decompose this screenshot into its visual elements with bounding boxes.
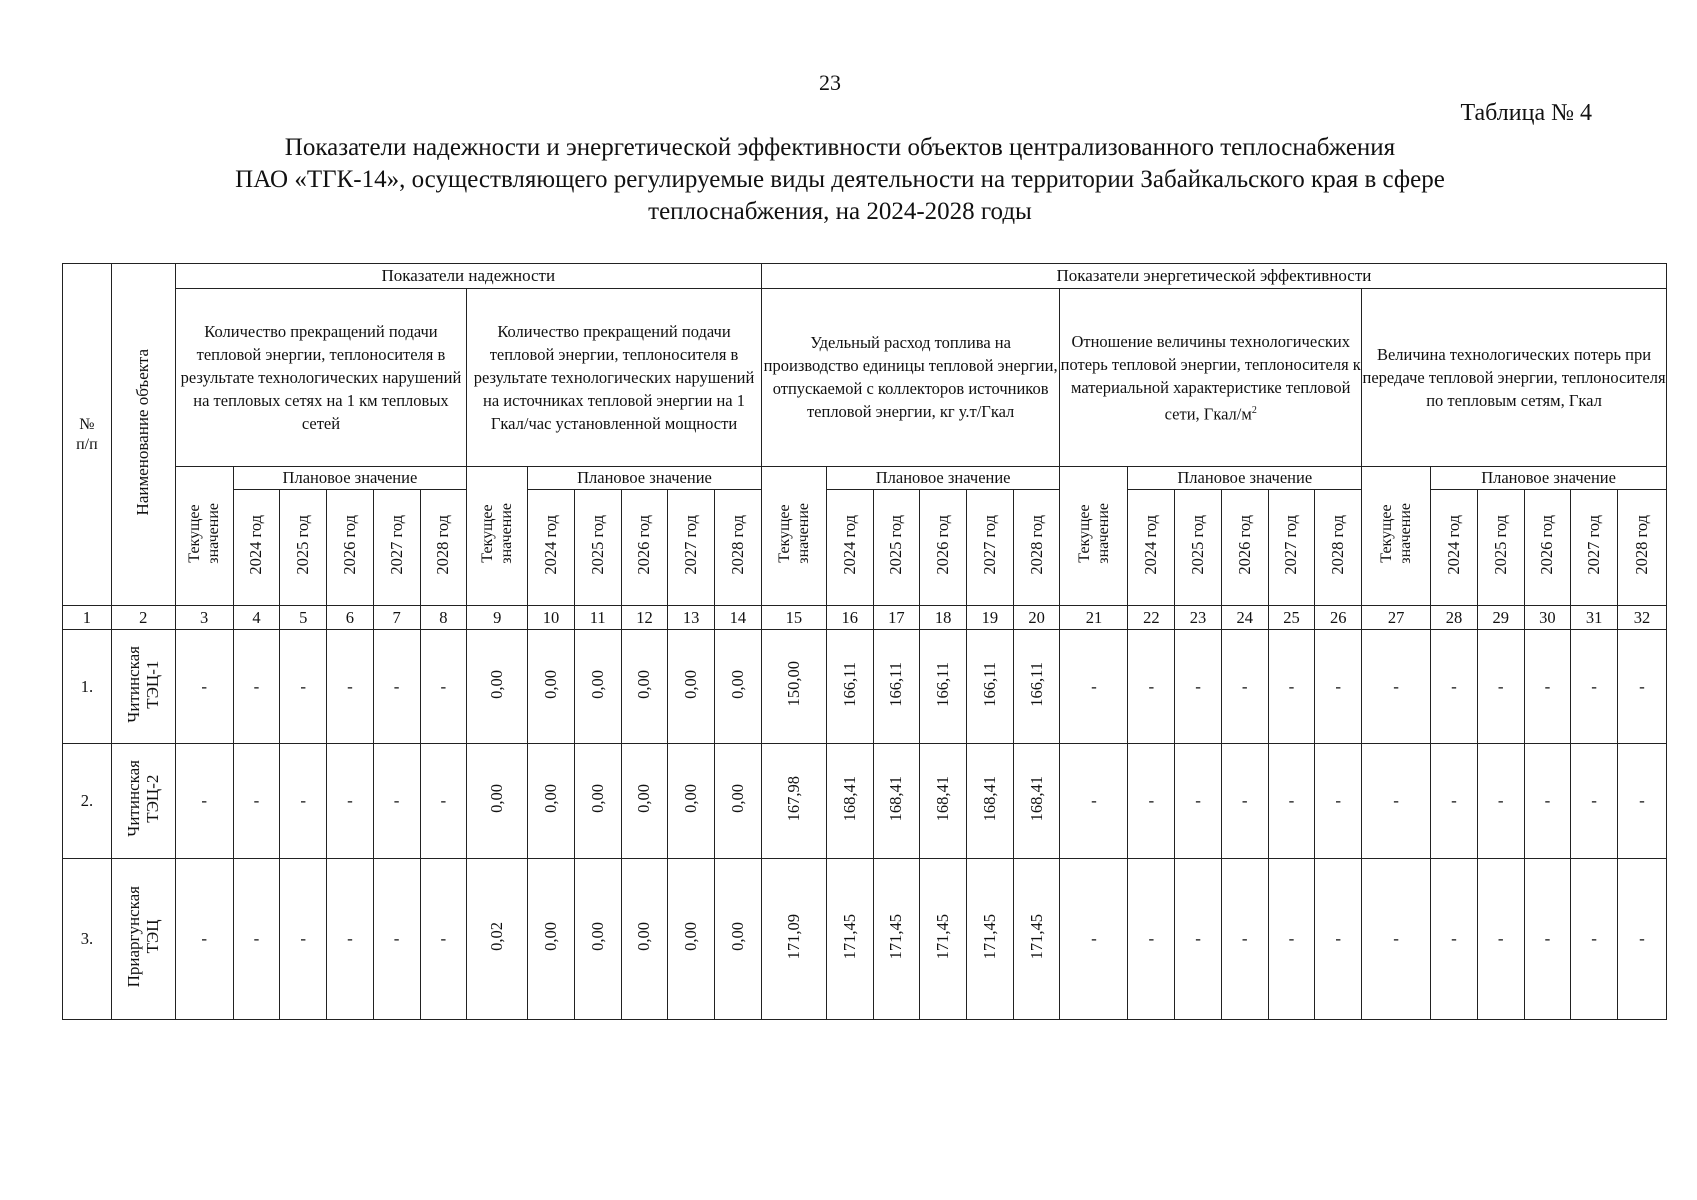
table-cell: 168,41 — [826, 744, 873, 859]
table-cell: - — [420, 858, 467, 1019]
column-number: 8 — [420, 606, 467, 629]
table-cell: - — [327, 629, 374, 744]
header-year: 2027 год — [373, 489, 420, 606]
header-indicator-5: Величина технологических потерь при передаче тепловой энергии, теплоносителя по тепловым сетям, Гкал — [1362, 289, 1667, 466]
header-row-groups — [63, 264, 1667, 289]
table-cell: - — [1128, 744, 1175, 859]
table-cell: - — [1431, 629, 1478, 744]
table-cell: 0,00 — [715, 858, 762, 1019]
column-number: 20 — [1013, 606, 1060, 629]
header-object-name: Наименование объекта — [111, 264, 175, 606]
table-cell: - — [373, 629, 420, 744]
column-number: 13 — [668, 606, 715, 629]
object-name: Читинская ТЭЦ-1 — [111, 629, 175, 744]
header-year: 2025 год — [1175, 489, 1222, 606]
header-current-value: Текущее значение — [175, 466, 233, 606]
column-number: 2 — [111, 606, 175, 629]
header-year: 2025 год — [280, 489, 327, 606]
table-cell: 171,45 — [873, 858, 920, 1019]
table-cell: - — [1524, 858, 1571, 1019]
table-cell: - — [233, 744, 280, 859]
column-number: 30 — [1524, 606, 1571, 629]
table-cell: - — [1315, 629, 1362, 744]
header-planned-value: Плановое значение — [233, 466, 467, 489]
column-number: 12 — [621, 606, 668, 629]
header-planned-value: Плановое значение — [528, 466, 762, 489]
table-cell: - — [1571, 858, 1618, 1019]
table-cell: - — [1175, 744, 1222, 859]
column-number: 25 — [1268, 606, 1315, 629]
column-number: 27 — [1362, 606, 1431, 629]
column-number: 29 — [1477, 606, 1524, 629]
table-cell: - — [1315, 858, 1362, 1019]
column-number: 5 — [280, 606, 327, 629]
table-cell: - — [1268, 629, 1315, 744]
header-year: 2025 год — [574, 489, 621, 606]
table-cell: - — [420, 744, 467, 859]
column-number: 21 — [1060, 606, 1128, 629]
column-number: 9 — [467, 606, 528, 629]
table-cell: 171,45 — [920, 858, 967, 1019]
header-indicator-3: Удельный расход топлива на производство единицы тепловой энергии, отпускаемой с коллекторов источников тепловой энергии, кг у.т/Гкал — [761, 289, 1060, 466]
table-cell: - — [1060, 629, 1128, 744]
header-indicator-1: Количество прекращений подачи тепловой энергии, теплоносителя в результате технологических нарушений на тепловых сетях на 1 км тепловых сетей — [175, 289, 466, 466]
table-cell: - — [1362, 629, 1431, 744]
header-year: 2027 год — [1571, 489, 1618, 606]
table-cell: - — [1431, 744, 1478, 859]
table-cell: - — [1362, 858, 1431, 1019]
header-indicator-2: Количество прекращений подачи тепловой энергии, теплоносителя в результате технологических нарушений на источниках тепловой энергии на 1 Гкал/час установленной мощности — [467, 289, 762, 466]
table-cell: 166,11 — [1013, 629, 1060, 744]
column-number: 24 — [1221, 606, 1268, 629]
table-row — [63, 744, 1667, 859]
header-year: 2025 год — [873, 489, 920, 606]
title-line-3: теплоснабжения, на 2024-2028 годы — [648, 198, 1032, 225]
table-cell: 0,00 — [574, 744, 621, 859]
header-year: 2026 год — [1524, 489, 1571, 606]
header-year: 2027 год — [1268, 489, 1315, 606]
table-row — [63, 858, 1667, 1019]
header-current-value: Текущее значение — [467, 466, 528, 606]
table-cell: 0,00 — [467, 744, 528, 859]
header-planned-value: Плановое значение — [1431, 466, 1667, 489]
table-cell: 0,02 — [467, 858, 528, 1019]
table-cell: 166,11 — [873, 629, 920, 744]
table-cell: - — [175, 629, 233, 744]
table-label: Таблица № 4 — [1460, 100, 1592, 126]
table-cell: 0,00 — [467, 629, 528, 744]
column-number: 15 — [761, 606, 826, 629]
table-cell: 0,00 — [668, 858, 715, 1019]
object-name: Читинская ТЭЦ-2 — [111, 744, 175, 859]
table-cell: 168,41 — [1013, 744, 1060, 859]
column-numbers-row — [63, 606, 1667, 629]
column-number: 7 — [373, 606, 420, 629]
table-cell: - — [1221, 858, 1268, 1019]
row-number: 2. — [63, 744, 112, 859]
header-indicator-4: Отношение величины технологических потерь тепловой энергии, теплоносителя к материальной характеристике тепловой сети, Гкал/$м^2$ — [1060, 289, 1362, 466]
page-number: 23 — [819, 70, 841, 95]
table-cell: 0,00 — [668, 629, 715, 744]
table-cell: - — [1315, 744, 1362, 859]
column-number: 26 — [1315, 606, 1362, 629]
table-row — [63, 629, 1667, 744]
table-cell: - — [1477, 858, 1524, 1019]
table-cell: - — [280, 629, 327, 744]
header-planned-value: Плановое значение — [1128, 466, 1362, 489]
column-number: 10 — [528, 606, 575, 629]
document-title — [110, 132, 1570, 228]
table-cell: 0,00 — [715, 629, 762, 744]
table-cell: - — [1175, 629, 1222, 744]
indicators-table — [62, 263, 1667, 1020]
title-line-2: ПАО «ТГК-14», осуществляющего регулируемые виды деятельности на территории Забайкальского края в сфере — [235, 166, 1445, 193]
header-year: 2026 год — [1221, 489, 1268, 606]
table-cell: 166,11 — [826, 629, 873, 744]
header-year: 2024 год — [233, 489, 280, 606]
table-cell: - — [373, 858, 420, 1019]
table-cell: - — [1524, 744, 1571, 859]
header-year: 2027 год — [668, 489, 715, 606]
table-cell: - — [1060, 744, 1128, 859]
header-year: 2024 год — [1431, 489, 1478, 606]
table-cell: 171,45 — [1013, 858, 1060, 1019]
table-cell: 0,00 — [574, 858, 621, 1019]
header-current-value: Текущее значение — [761, 466, 826, 606]
table-cell: 167,98 — [761, 744, 826, 859]
column-number: 22 — [1128, 606, 1175, 629]
table-cell: 0,00 — [528, 744, 575, 859]
column-number: 32 — [1618, 606, 1667, 629]
header-year: 2026 год — [621, 489, 668, 606]
table-cell: 0,00 — [574, 629, 621, 744]
table-cell: - — [1221, 629, 1268, 744]
table-cell: - — [1060, 858, 1128, 1019]
header-reliability-group: Показатели надежности — [175, 264, 761, 289]
table-cell: - — [175, 858, 233, 1019]
table-cell: 166,11 — [966, 629, 1013, 744]
table-cell: 0,00 — [621, 744, 668, 859]
object-name: Приаргунская ТЭЦ — [111, 858, 175, 1019]
table-cell: 171,45 — [966, 858, 1013, 1019]
column-number: 17 — [873, 606, 920, 629]
header-year: 2027 год — [966, 489, 1013, 606]
table-cell: 166,11 — [920, 629, 967, 744]
table-cell: - — [280, 858, 327, 1019]
table-cell: 171,45 — [826, 858, 873, 1019]
column-number: 4 — [233, 606, 280, 629]
header-year: 2024 год — [528, 489, 575, 606]
table-cell: 0,00 — [528, 858, 575, 1019]
table-cell: - — [1571, 744, 1618, 859]
header-current-value: Текущее значение — [1060, 466, 1128, 606]
table-cell: - — [1268, 858, 1315, 1019]
title-line-1: Показатели надежности и энергетической эффективности объектов централизованного теплоснабжения — [284, 134, 1396, 161]
table-cell: - — [1268, 744, 1315, 859]
table-cell: - — [420, 629, 467, 744]
table-cell: - — [1477, 744, 1524, 859]
header-year: 2026 год — [327, 489, 374, 606]
table-cell: - — [175, 744, 233, 859]
table-cell: - — [1618, 629, 1667, 744]
table-cell: - — [1618, 858, 1667, 1019]
column-number: 14 — [715, 606, 762, 629]
column-number: 6 — [327, 606, 374, 629]
table-cell: - — [1221, 744, 1268, 859]
header-efficiency-group: Показатели энергетической эффективности — [761, 264, 1666, 289]
table-cell: 0,00 — [621, 858, 668, 1019]
header-row-no: № п/п — [63, 264, 112, 606]
header-year: 2024 год — [1128, 489, 1175, 606]
column-number: 3 — [175, 606, 233, 629]
table-cell: - — [327, 858, 374, 1019]
table-cell: - — [233, 858, 280, 1019]
table-cell: 171,09 — [761, 858, 826, 1019]
column-number: 19 — [966, 606, 1013, 629]
column-number: 16 — [826, 606, 873, 629]
table-cell: - — [1524, 629, 1571, 744]
header-year: 2025 год — [1477, 489, 1524, 606]
table-cell: 0,00 — [621, 629, 668, 744]
table-cell: - — [1362, 744, 1431, 859]
table-cell: - — [1175, 858, 1222, 1019]
table-cell: 168,41 — [966, 744, 1013, 859]
column-number: 23 — [1175, 606, 1222, 629]
header-year: 2028 год — [1618, 489, 1667, 606]
table-cell: 0,00 — [715, 744, 762, 859]
column-number: 1 — [63, 606, 112, 629]
table-cell: - — [1571, 629, 1618, 744]
table-cell: 150,00 — [761, 629, 826, 744]
header-row-planned — [63, 466, 1667, 489]
row-number: 3. — [63, 858, 112, 1019]
column-number: 11 — [574, 606, 621, 629]
header-row-indicators — [63, 289, 1667, 466]
table-cell: 0,00 — [528, 629, 575, 744]
table-cell: - — [280, 744, 327, 859]
header-year: 2028 год — [1013, 489, 1060, 606]
table-cell: 168,41 — [873, 744, 920, 859]
column-number: 18 — [920, 606, 967, 629]
column-number: 31 — [1571, 606, 1618, 629]
table-cell: - — [233, 629, 280, 744]
table-cell: - — [1477, 629, 1524, 744]
table-cell: - — [1431, 858, 1478, 1019]
table-cell: - — [1128, 629, 1175, 744]
table-cell: - — [327, 744, 374, 859]
column-number: 28 — [1431, 606, 1478, 629]
header-year: 2026 год — [920, 489, 967, 606]
table-cell: 0,00 — [668, 744, 715, 859]
header-year: 2028 год — [420, 489, 467, 606]
header-year: 2024 год — [826, 489, 873, 606]
table-cell: - — [1618, 744, 1667, 859]
header-planned-value: Плановое значение — [826, 466, 1060, 489]
table-cell: 168,41 — [920, 744, 967, 859]
header-year: 2028 год — [715, 489, 762, 606]
table-cell: - — [373, 744, 420, 859]
header-year: 2028 год — [1315, 489, 1362, 606]
row-number: 1. — [63, 629, 112, 744]
table-cell: - — [1128, 858, 1175, 1019]
header-current-value: Текущее значение — [1362, 466, 1431, 606]
